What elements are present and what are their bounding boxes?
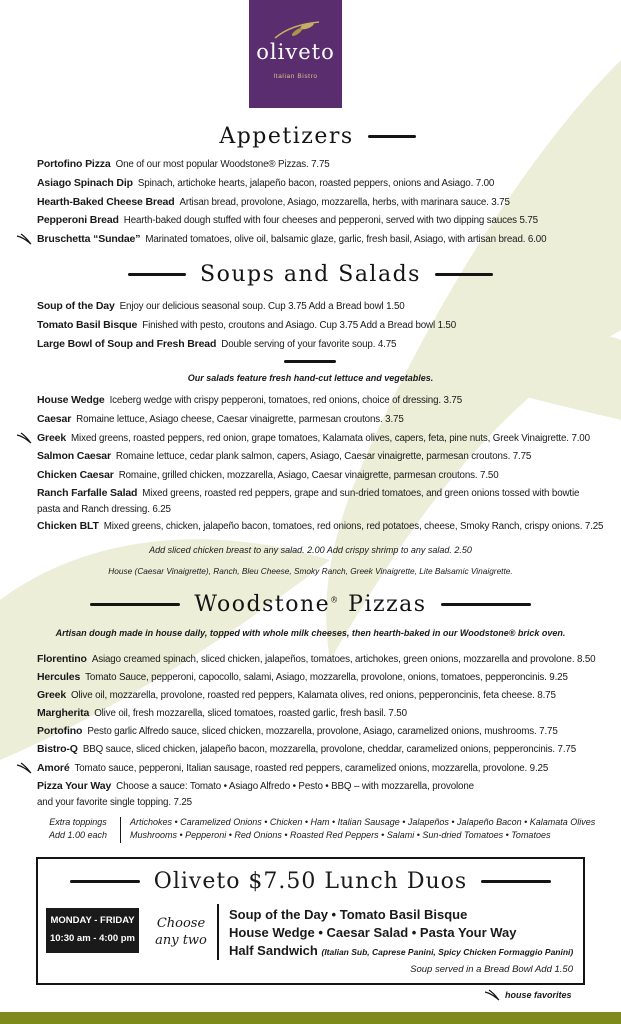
brand-subtitle: Italian Bistro xyxy=(273,73,318,80)
menu-item: Portofino Pizza One of our most popular Woodstone® Pizzas. 7.75 xyxy=(37,158,330,170)
menu-item: Salmon Caesar Romaine lettuce, cedar plank salmon, capers, Asiago, Caesar vinaigrette, parmesan croutons. 7.75 xyxy=(37,450,532,462)
soups-salads-header xyxy=(0,262,621,287)
lunch-duos-box xyxy=(36,857,585,985)
salad-addons: Add sliced chicken breast to any salad. 2.00 Add crispy shrimp to any salad. 2.50 xyxy=(149,545,472,555)
lunch-option-line: Soup of the Day • Tomato Basil Bisque xyxy=(229,907,468,922)
appetizers-title: Appetizers xyxy=(219,124,354,149)
divider xyxy=(435,273,493,276)
lunch-hours: 10:30 am - 4:00 pm xyxy=(49,933,135,944)
menu-item: Pizza Your Way Choose a sauce: Tomato • Asiago Alfredo • Pesto • BBQ – with mozzarella, provolone and your favorite single topping. 7.25 xyxy=(37,780,474,808)
menu-item: Chicken Caesar Romaine, grilled chicken, mozzarella, Asiago, Caesar vinaigrette, parmesan croutons. 7.50 xyxy=(37,469,499,481)
brand-name: oliveto xyxy=(256,40,335,64)
menu-item: Ranch Farfalle Salad Mixed greens, roasted red peppers, grape and sun-dried tomatoes, and green onions tossed with bowtie pasta and Ranch dressing. 6.25 xyxy=(37,487,580,515)
menu-item: Bistro-Q BBQ sauce, sliced chicken, jalapeño bacon, mozzarella, provolone, cheddar, caramelized onions, pepperoncinis. 7.75 xyxy=(37,743,576,755)
extras-price: Add 1.00 each xyxy=(48,830,108,840)
divider xyxy=(284,360,336,363)
toppings-line: Mushrooms • Pepperoni • Red Onions • Roasted Red Peppers • Salami • Sun-dried Tomatoes • Tomatoes xyxy=(130,830,551,840)
divider xyxy=(70,880,140,883)
bread-bowl-note: Soup served in a Bread Bowl Add 1.50 xyxy=(410,964,573,975)
menu-item: Caesar Romaine lettuce, Asiago cheese, Caesar vinaigrette, parmesan croutons. 3.75 xyxy=(37,413,404,425)
brand-logo xyxy=(249,0,342,108)
menu-item: Tomato Basil Bisque Finished with pesto, croutons and Asiago. Cup 3.75 Add a Bread bowl 1.50 xyxy=(37,319,457,331)
house-favorite-icon xyxy=(16,233,34,245)
menu-item: Margherita Olive oil, fresh mozzarella, sliced tomatoes, roasted garlic, fresh basil. 7.50 xyxy=(37,707,407,719)
menu-item: Florentino Asiago creamed spinach, sliced chicken, jalapeños, tomatoes, artichokes, green onions, mozzarella and provolone. 8.50 xyxy=(37,653,596,665)
menu-item: Soup of the Day Enjoy our delicious seasonal soup. Cup 3.75 Add a Bread bowl 1.50 xyxy=(37,300,405,312)
bottom-accent-bar xyxy=(0,1012,621,1024)
salads-note: Our salads feature fresh hand-cut lettuce and vegetables. xyxy=(187,373,434,383)
choose-any-two: Choose any two xyxy=(155,916,207,948)
lunch-duos-title: Oliveto $7.50 Lunch Duos xyxy=(153,869,468,894)
menu-item: Pepperoni Bread Hearth-baked dough stuffed with four cheeses and pepperoni, served with two dipping sauces 5.75 xyxy=(37,214,538,226)
house-favorite-icon xyxy=(16,432,34,444)
pizzas-header xyxy=(0,592,621,617)
divider xyxy=(441,603,531,606)
house-favorites-legend xyxy=(484,989,572,1001)
soups-salads-title: Soups and Salads xyxy=(200,262,421,287)
extras-label: Extra toppings xyxy=(49,817,107,827)
menu-item: Bruschetta “Sundae” Marinated tomatoes, olive oil, balsamic glaze, garlic, fresh basil, Asiago, with artisan bread. 6.00 xyxy=(37,233,547,245)
pizzas-note: Artisan dough made in house daily, topped with whole milk cheeses, then hearth-baked in our Woodstone® brick oven. xyxy=(55,628,566,638)
appetizers-header xyxy=(0,124,621,149)
house-favorite-icon xyxy=(16,762,34,774)
legend-label: house favorites xyxy=(505,990,572,1000)
menu-item: Asiago Spinach Dip Spinach, artichoke hearts, jalapeño bacon, roasted peppers, onions and Asiago. 7.00 xyxy=(37,177,495,189)
divider xyxy=(90,603,180,606)
menu-item: Large Bowl of Soup and Fresh Bread Double serving of your favorite soup. 4.75 xyxy=(37,338,397,350)
divider xyxy=(128,273,186,276)
menu-item: Hearth-Baked Cheese Bread Artisan bread, provolone, Asiago, mozzarella, herbs, with marinara sauce. 3.75 xyxy=(37,196,510,208)
divider xyxy=(120,817,121,843)
house-favorite-icon xyxy=(484,989,502,1001)
menu-item: Greek Olive oil, mozzarella, provolone, roasted red peppers, Kalamata olives, red onions, pepperoncinis, feta cheese. 8.75 xyxy=(37,689,556,701)
lunch-option-line: Half Sandwich (Italian Sub, Caprese Panini, Spicy Chicken Formaggio Panini) xyxy=(229,943,574,958)
lunch-days: MONDAY - FRIDAY xyxy=(50,915,135,926)
divider xyxy=(481,880,551,883)
menu-item: Greek Mixed greens, roasted peppers, red onion, grape tomatoes, Kalamata olives, capers, feta, pine nuts, Greek Vinaigrette. 7.00 xyxy=(37,432,590,444)
lunch-hours-badge xyxy=(46,908,139,953)
divider xyxy=(368,135,416,138)
lunch-option-line: House Wedge • Caesar Salad • Pasta Your Way xyxy=(229,925,517,940)
menu-item: Chicken BLT Mixed greens, chicken, jalapeño bacon, tomatoes, red onions, red potatoes, cheese, Smoky Ranch, crispy onions. 7.25 xyxy=(37,520,604,532)
lunch-duos-header xyxy=(38,869,583,894)
menu-item: House Wedge Iceberg wedge with crispy pepperoni, tomatoes, red onions, choice of dressing. 3.75 xyxy=(37,394,463,406)
divider xyxy=(217,904,219,960)
pizzas-title: Woodstone® Pizzas xyxy=(194,592,427,617)
dressings-list: House (Caesar Vinaigrette), Ranch, Bleu Cheese, Smoky Ranch, Greek Vinaigrette, Lite Balsamic Vinaigrette. xyxy=(108,566,513,576)
menu-item: Portofino Pesto garlic Alfredo sauce, sliced chicken, mozzarella, provolone, Asiago, caramelized onions, mushrooms. 7.75 xyxy=(37,725,558,737)
menu-item: Amoré Tomato sauce, pepperoni, Italian sausage, roasted red peppers, caramelized onions, mozzarella, provolone. 9.25 xyxy=(37,762,549,774)
toppings-line: Artichokes • Caramelized Onions • Chicken • Ham • Italian Sausage • Jalapeños • Jalapeño Bacon • Kalamata Olives xyxy=(130,817,596,827)
menu-item: Hercules Tomato Sauce, pepperoni, capocollo, salami, Asiago, mozzarella, provolone, onions, tomatoes, pepperoncinis. 9.25 xyxy=(37,671,568,683)
